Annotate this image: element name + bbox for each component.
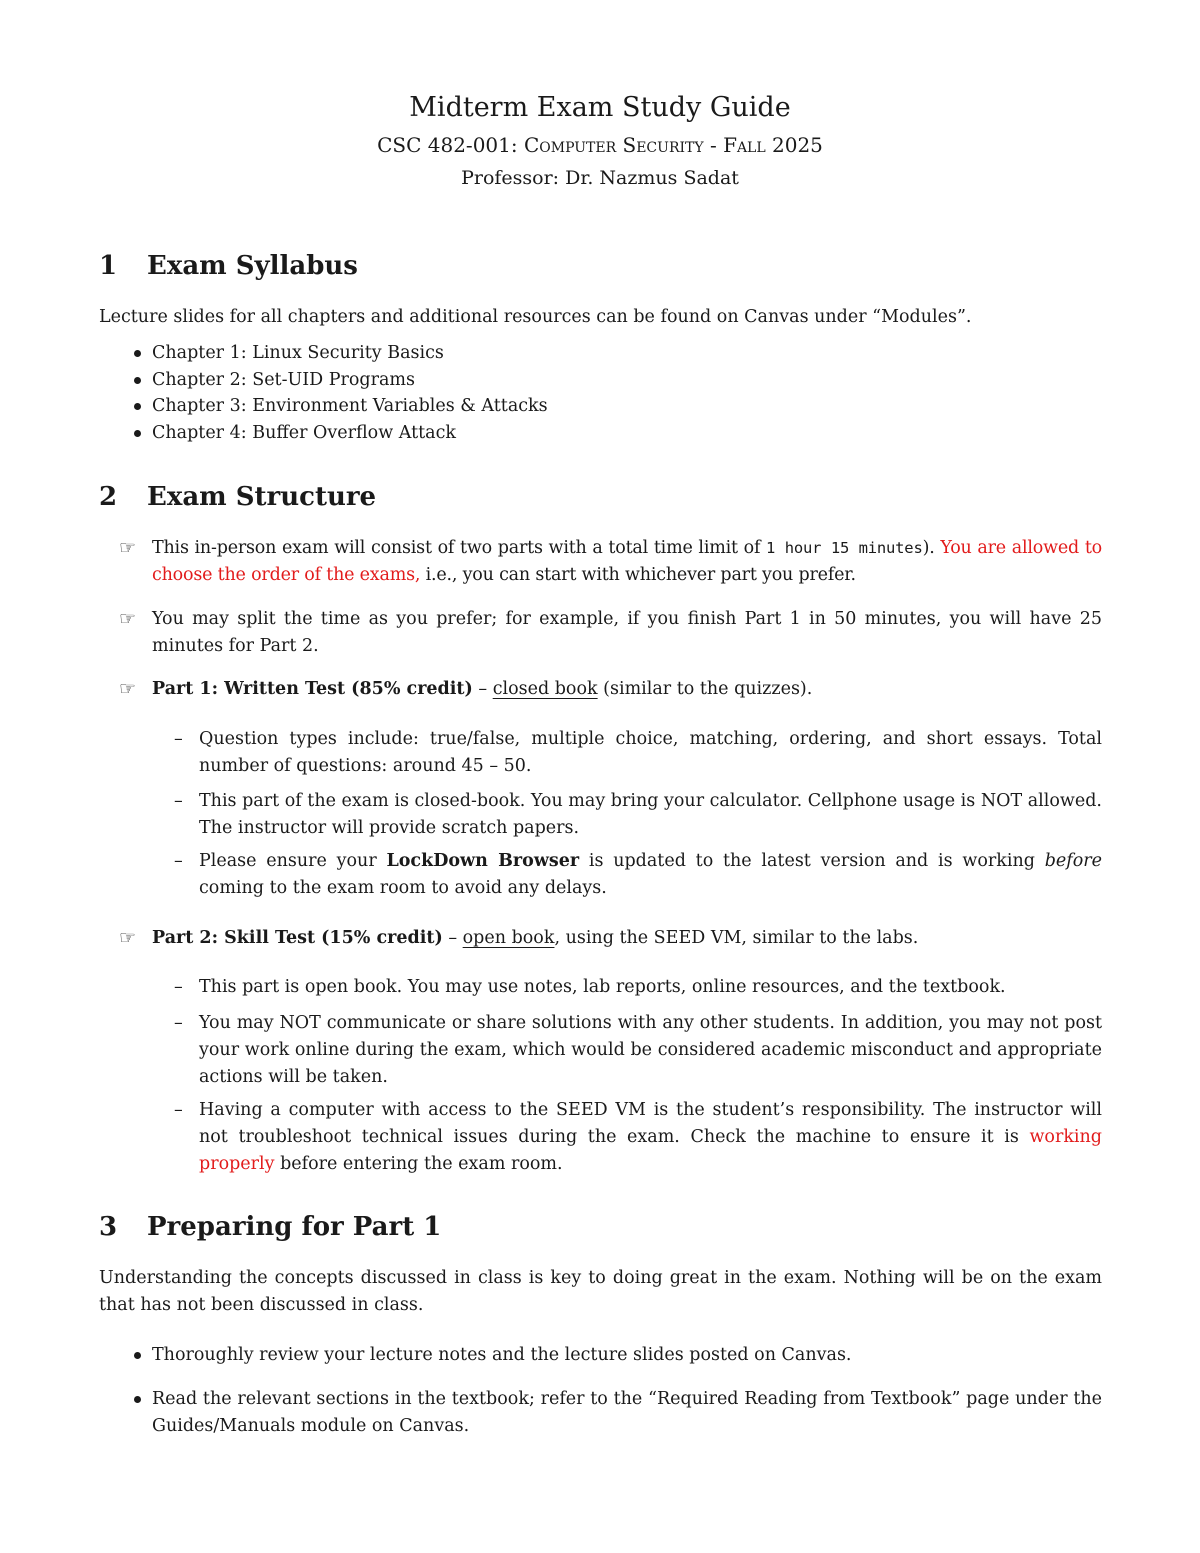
dash-marker: – bbox=[174, 729, 183, 749]
course-line bbox=[0, 133, 1200, 157]
chapter-item: Chapter 3: Environment Variables & Attacks bbox=[152, 396, 548, 416]
document-title: Midterm Exam Study Guide bbox=[409, 92, 791, 123]
chapter-item: Chapter 4: Buffer Overflow Attack bbox=[152, 423, 456, 443]
closed-book-label: closed book bbox=[492, 679, 598, 699]
section-number: 2 bbox=[99, 482, 118, 512]
chapter-item: Chapter 1: Linux Security Basics bbox=[152, 343, 444, 363]
section-heading-3 bbox=[99, 1212, 441, 1242]
prep-item: Read the relevant sections in the textbook; refer to the “Required Reading from Textbook” page under the Guides/Manuals module on Canvas. bbox=[152, 1389, 1102, 1436]
pointing-hand-icon: ☞ bbox=[119, 927, 137, 949]
dash-marker: – bbox=[174, 1100, 183, 1120]
text-run: before entering the exam room. bbox=[274, 1154, 563, 1174]
open-book-label: open book bbox=[462, 928, 555, 948]
section-heading-1 bbox=[99, 251, 358, 281]
prep-item: Thoroughly review your lecture notes and the lecture slides posted on Canvas. bbox=[152, 1345, 852, 1365]
part1-title: Part 1: Written Test (85% credit) bbox=[152, 679, 473, 699]
course-name: Computer Security - Fall 2025 bbox=[523, 133, 823, 157]
structure-item-split: You may split the time as you prefer; for example, if you finish Part 1 in 50 minutes, you will have 25 minutes for Part 2. bbox=[152, 609, 1102, 656]
section-title: Exam Structure bbox=[147, 482, 377, 512]
section-title: Preparing for Part 1 bbox=[147, 1212, 442, 1242]
text-run: i.e., you can start with whichever part you prefer. bbox=[420, 565, 856, 585]
section-heading-2 bbox=[99, 482, 376, 512]
section-number: 1 bbox=[99, 251, 118, 281]
chapter-item: Chapter 2: Set-UID Programs bbox=[152, 370, 416, 390]
text-run: – bbox=[472, 679, 493, 699]
part2-heading bbox=[152, 925, 1102, 952]
text-run: coming to the exam room to avoid any delays. bbox=[199, 878, 607, 898]
bullet-icon bbox=[134, 1396, 141, 1403]
text-run: is updated to the latest version and is working bbox=[579, 851, 1045, 871]
bullet-icon bbox=[134, 1352, 141, 1359]
pointing-hand-icon: ☞ bbox=[119, 537, 137, 559]
bullet-icon bbox=[134, 377, 141, 384]
emphasis-before: before bbox=[1044, 851, 1102, 871]
professor-line: Professor: Dr. Nazmus Sadat bbox=[461, 167, 739, 189]
bullet-icon bbox=[134, 350, 141, 357]
part1-heading bbox=[152, 676, 1102, 703]
bullet-icon bbox=[134, 430, 141, 437]
dash-marker: – bbox=[174, 977, 183, 997]
preparing-intro: Understanding the concepts discussed in class is key to doing great in the exam. Nothing will be on the exam that has not been discussed in class. bbox=[99, 1268, 1102, 1315]
text-run: ). bbox=[922, 538, 941, 558]
pointing-hand-icon: ☞ bbox=[119, 608, 137, 630]
lockdown-browser-label: LockDown Browser bbox=[386, 851, 580, 871]
text-run: – bbox=[442, 928, 463, 948]
part2-item: You may NOT communicate or share solutions with any other students. In addition, you may not post your work online during the exam, which would be considered academic misconduct and appropriate actions will be taken. bbox=[199, 1013, 1102, 1087]
part2-item: This part is open book. You may use notes, lab reports, online resources, and the textbook. bbox=[199, 977, 1006, 997]
part1-item: This part of the exam is closed-book. You may bring your calculator. Cellphone usage is NOT allowed. The instructor will provide scratch papers. bbox=[199, 791, 1102, 838]
structure-item-time bbox=[152, 535, 1102, 589]
course-code: CSC 482-001: bbox=[377, 133, 524, 157]
part2-item bbox=[199, 1097, 1102, 1178]
text-run: This in-person exam will consist of two parts with a total time limit of bbox=[152, 538, 767, 558]
time-limit: 1 hour 15 minutes bbox=[766, 539, 923, 557]
highlight-working-properly: working properly bbox=[199, 1127, 1102, 1174]
dash-marker: – bbox=[174, 851, 183, 871]
part1-item bbox=[199, 848, 1102, 902]
dash-marker: – bbox=[174, 1013, 183, 1033]
highlight-order: You are allowed to choose the order of the exams, bbox=[152, 538, 1102, 585]
text-run: Having a computer with access to the SEED VM is the student’s responsibility. The instructor will not troubleshoot technical issues during the exam. Check the machine to ensure it is bbox=[199, 1100, 1102, 1147]
bullet-icon bbox=[134, 403, 141, 410]
pointing-hand-icon: ☞ bbox=[119, 678, 137, 700]
part2-title: Part 2: Skill Test (15% credit) bbox=[152, 928, 443, 948]
text-run: (similar to the quizzes). bbox=[597, 679, 813, 699]
section-number: 3 bbox=[99, 1212, 118, 1242]
part1-item: Question types include: true/false, multiple choice, matching, ordering, and short essays. Total number of questions: around 45 – 50. bbox=[199, 729, 1102, 776]
syllabus-intro: Lecture slides for all chapters and additional resources can be found on Canvas under “Modules”. bbox=[99, 307, 972, 327]
text-run: Please ensure your bbox=[199, 851, 387, 871]
dash-marker: – bbox=[174, 791, 183, 811]
text-run: , using the SEED VM, similar to the labs. bbox=[554, 928, 919, 948]
section-title: Exam Syllabus bbox=[147, 251, 358, 281]
